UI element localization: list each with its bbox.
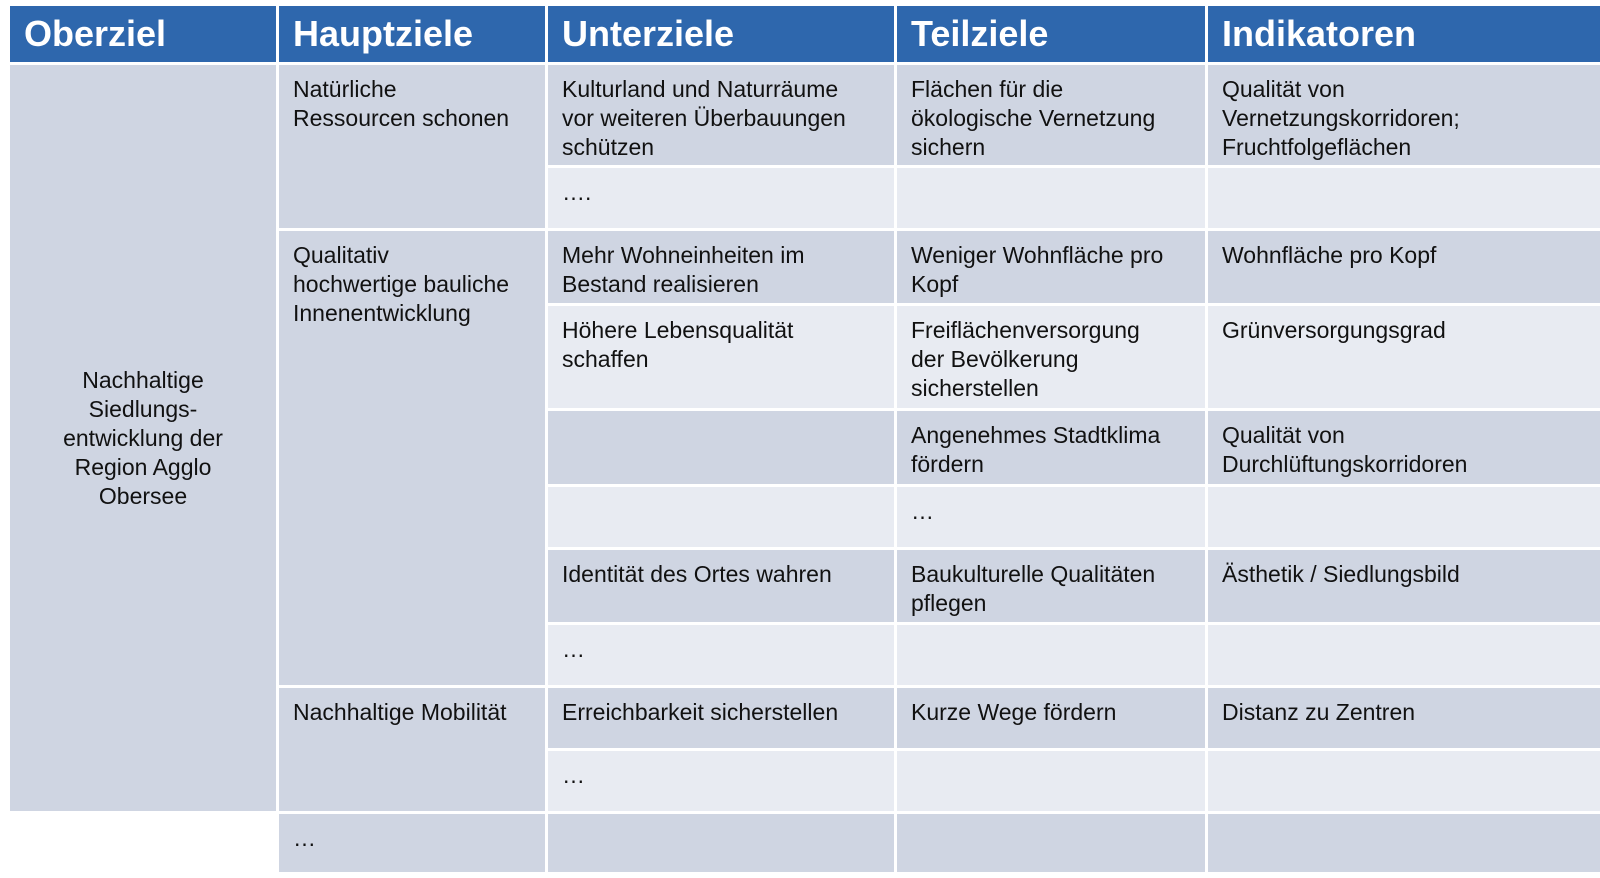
indikator-cell: Qualität von Vernetzungskorridoren; Fruchtfolgeflächen [1208,65,1600,165]
unterziel-cell: … [548,751,894,811]
hauptziel-cell: Nachhaltige Mobilität [279,688,545,811]
header-teilziele: Teilziele [897,6,1205,62]
teilziel-cell: Flächen für die ökologische Vernetzung sichern [897,65,1205,165]
teilziel-cell: Weniger Wohnfläche pro Kopf [897,231,1205,303]
unterziel-cell: … [548,625,894,685]
indikator-cell [1208,751,1600,811]
unterziel-cell [548,814,894,872]
goals-table [10,6,1594,872]
hauptziel-cell: … [279,814,545,872]
oberziel-cell [10,65,276,811]
teilziel-cell: Kurze Wege fördern [897,688,1205,748]
unterziel-cell: …. [548,168,894,228]
header-unterziele: Unterziele [548,6,894,62]
indikator-cell: Wohnfläche pro Kopf [1208,231,1600,303]
indikator-cell: Ästhetik / Siedlungsbild [1208,550,1600,622]
teilziel-cell: Baukulturelle Qualitäten pflegen [897,550,1205,622]
hauptziel-cell: Qualitativ hochwertige bauliche Innenentwicklung [279,231,545,685]
unterziel-cell: Mehr Wohneinheiten im Bestand realisieren [548,231,894,303]
header-oberziel: Oberziel [10,6,276,62]
indikator-cell [1208,814,1600,872]
hauptziel-cell: Natürliche Ressourcen schonen [279,65,545,228]
unterziel-cell: Kulturland und Naturräume vor weiteren Überbauungen schützen [548,65,894,165]
unterziel-cell: Höhere Lebensqualität schaffen [548,306,894,408]
header-hauptziele: Hauptziele [279,6,545,62]
header-indikatoren: Indikatoren [1208,6,1600,62]
unterziel-cell [548,487,894,547]
unterziel-cell: Erreichbarkeit sicherstellen [548,688,894,748]
indikator-cell [1208,487,1600,547]
teilziel-cell [897,625,1205,685]
indikator-cell: Grünversorgungsgrad [1208,306,1600,408]
teilziel-cell: … [897,487,1205,547]
oberziel-text: Nachhaltige Siedlungs- entwicklung der Region Agglo Obersee [63,366,223,509]
teilziel-cell [897,814,1205,872]
indikator-cell [1208,625,1600,685]
teilziel-cell [897,168,1205,228]
unterziel-cell: Identität des Ortes wahren [548,550,894,622]
indikator-cell [1208,168,1600,228]
indikator-cell: Qualität von Durchlüftungskorridoren [1208,411,1600,484]
teilziel-cell: Angenehmes Stadtklima fördern [897,411,1205,484]
teilziel-cell: Freiflächenversorgung der Bevölkerung sicherstellen [897,306,1205,408]
unterziel-cell [548,411,894,484]
indikator-cell: Distanz zu Zentren [1208,688,1600,748]
teilziel-cell [897,751,1205,811]
